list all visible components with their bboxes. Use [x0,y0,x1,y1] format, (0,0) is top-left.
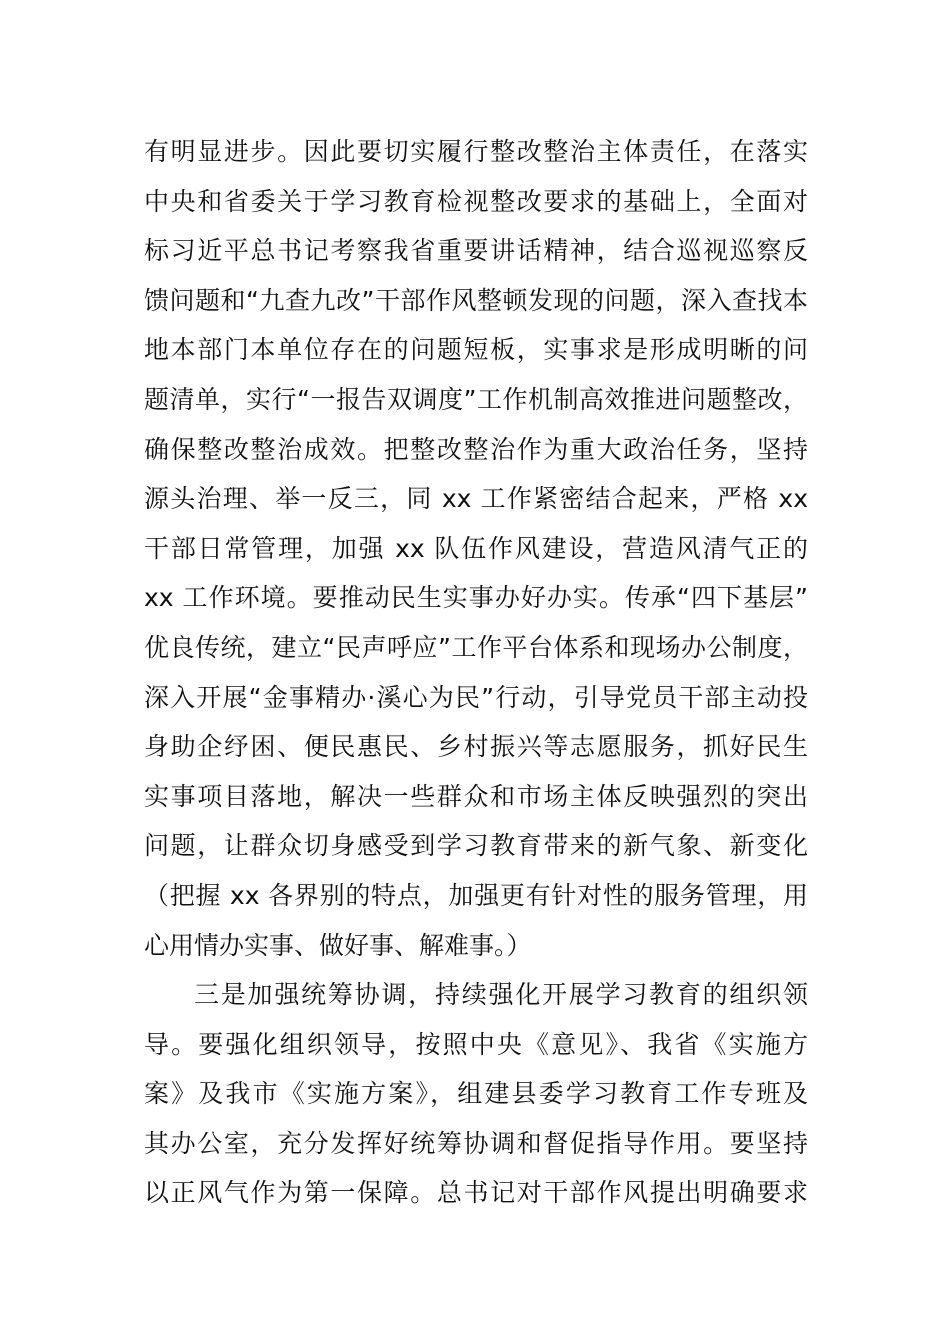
paragraph-start-line: 三是加强统筹协调，持续强化开展学习教育的组织领 [194,980,808,1010]
text-line: 问题，让群众切身感受到学习教育带来的新气象、新变化 [144,831,808,861]
text-line: 其办公室，充分发挥好统筹协调和督促指导作用。要坚持 [144,1128,808,1158]
text-line: 中央和省委关于学习教育检视整改要求的基础上，全面对 [144,186,808,216]
text-line: 案》及我市《实施方案》，组建县委学习教育工作专班及 [144,1079,808,1109]
text-line: 实事项目落地，解决一些群众和市场主体反映强烈的突出 [144,781,808,811]
text-line: 心用情办实事、做好事、解难事。） [144,930,532,960]
text-line: 源头治理、举一反三，同 xx 工作紧密结合起来，严格 xx [144,484,808,514]
text-line: 导。要强化组织领导，按照中央《意见》、我省《实施方 [144,1029,808,1059]
text-line: 深入开展“金事精办·溪心为民”行动，引导党员干部主动投 [144,682,808,712]
text-line: xx 工作环境。要推动民生实事办好办实。传承“四下基层” [144,583,808,613]
body-text [144,127,808,1218]
text-line: 馈问题和“九查九改”干部作风整顿发现的问题，深入查找本 [144,285,808,315]
text-line: 题清单，实行“一报告双调度”工作机制高效推进问题整改， [144,384,808,414]
text-line: 标习近平总书记考察我省重要讲话精神，结合巡视巡察反 [144,236,808,266]
text-line: （把握 xx 各界别的特点，加强更有针对性的服务管理，用 [144,880,808,910]
text-line: 地本部门本单位存在的问题短板，实事求是形成明晰的问 [144,335,808,365]
text-line: 有明显进步。因此要切实履行整改整治主体责任，在落实 [144,137,808,166]
text-line: 身助企纾困、便民惠民、乡村振兴等志愿服务，抓好民生 [144,732,808,762]
text-line: 以正风气作为第一保障。总书记对干部作风提出明确要求 [144,1178,808,1208]
text-line: 干部日常管理，加强 xx 队伍作风建设，营造风清气正的 [144,533,808,563]
text-line: 优良传统，建立“民声呼应”工作平台体系和现场办公制度， [144,632,808,662]
text-line: 确保整改整治成效。把整改整治作为重大政治任务，坚持 [144,434,808,464]
